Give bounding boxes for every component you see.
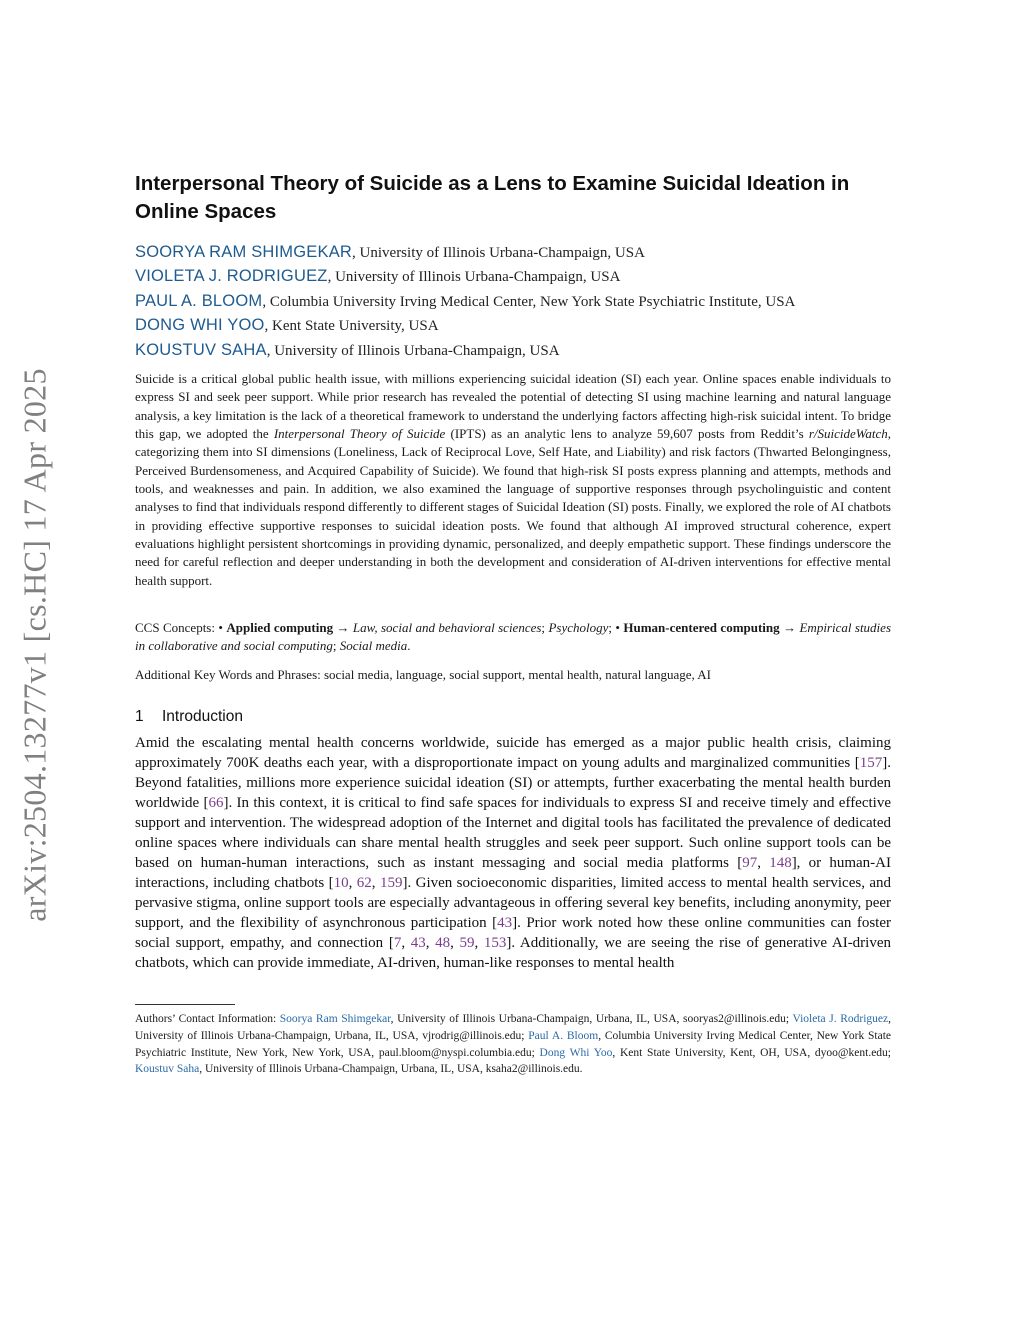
- ccs-separator: .: [407, 638, 411, 654]
- citation-link[interactable]: 10: [333, 875, 349, 891]
- footnote-author-link[interactable]: Dong Whi Yoo: [539, 1046, 613, 1059]
- citation-link[interactable]: 43: [410, 935, 426, 951]
- body-text: ]. In this context, it is critical to find safe spaces for individuals to express SI and receive timely and effective support and intervention. The widespread adoption of the Internet and digital tools has facilitated the prevalence of dedicated online spaces where individuals can share mental health struggles and seek peer support. Such online support tools can be based on human-human interactions, such as instant messaging and social media platforms [: [135, 795, 891, 871]
- abstract-subreddit-name: r/SuicideWatch: [808, 426, 888, 442]
- citation-separator: ,: [348, 875, 357, 891]
- paper-title: Interpersonal Theory of Suicide as a Lens to Examine Suicidal Ideation in Online Spaces: [135, 172, 850, 223]
- citation-link[interactable]: 43: [497, 915, 513, 931]
- author-name[interactable]: VIOLETA J. RODRIGUEZ: [135, 267, 328, 286]
- body-text: Amid the escalating mental health concerns worldwide, suicide has emerged as a major public health crisis, claiming approximately 700K deaths each year, with a disproportionate impact on young adults and marginalized communities [: [135, 735, 891, 771]
- body-text: ]. Prior work noted how these online communities can foster social support, empathy, and connection [: [135, 915, 891, 951]
- footnote-text: , University of Illinois Urbana-Champaign, Urbana, IL, USA, sooryas2@illinois.edu;: [390, 1013, 793, 1025]
- ccs-concept: Human-centered computing: [623, 620, 780, 635]
- citation-link[interactable]: 59: [459, 935, 475, 951]
- arxiv-sidebar-stamp: [2, 350, 68, 940]
- citation-separator: ,: [757, 855, 770, 871]
- keywords: Additional Key Words and Phrases: social media, language, social support, mental health, natural language, AI: [135, 667, 711, 682]
- author-affiliation: , University of Illinois Urbana-Champaign, USA: [352, 245, 645, 261]
- author-affiliation: , University of Illinois Urbana-Champaign, USA: [266, 342, 560, 359]
- author-name[interactable]: KOUSTUV SAHA: [135, 340, 267, 359]
- footnote-author-link[interactable]: Soorya Ram Shimgekar: [279, 1013, 391, 1025]
- footnote-text: , University of Illinois Urbana-Champaign, Urbana, IL, USA, vjrodrig@illinois.edu;: [135, 1013, 891, 1042]
- author-affiliation: , Kent State University, USA: [264, 318, 439, 335]
- abstract-theory-name: Interpersonal Theory of Suicide: [273, 426, 446, 442]
- ccs-concept: Applied computing: [226, 620, 334, 635]
- citation-separator: ,: [401, 935, 411, 951]
- citation-separator: ,: [450, 935, 460, 951]
- citation-link[interactable]: 97: [742, 855, 758, 871]
- author-list: [135, 241, 915, 363]
- ccs-separator: ;: [332, 638, 340, 654]
- footnote-text: , University of Illinois Urbana-Champaign, Urbana, IL, USA, ksaha2@illinois.edu.: [199, 1063, 583, 1076]
- citation-link[interactable]: 157: [859, 755, 883, 771]
- author-name[interactable]: PAUL A. BLOOM: [135, 291, 263, 310]
- author-contact-footnote: [135, 1011, 891, 1078]
- ccs-subconcept: Empirical studies in collaborative and social computing: [135, 620, 892, 654]
- citation-link[interactable]: 153: [483, 935, 507, 951]
- author-name[interactable]: DONG WHI YOO: [135, 316, 265, 335]
- ccs-arrow: →: [779, 620, 800, 635]
- citation-separator: ,: [371, 875, 380, 891]
- footnote-author-link[interactable]: Koustuv Saha: [135, 1063, 200, 1076]
- footnote-label: Authors’ Contact Information:: [135, 1013, 280, 1025]
- footnote-author-link[interactable]: Violeta J. Rodriguez: [792, 1013, 889, 1025]
- footnote-text: , Columbia University Irving Medical Center, New York State Psychiatric Institute, New York, New York, USA, paul.bloom@nyspi.columbia.edu;: [135, 1029, 891, 1059]
- author-name[interactable]: SOORYA RAM SHIMGEKAR: [135, 243, 353, 261]
- body-text: ], or human-AI interactions, including chatbots [: [135, 855, 892, 891]
- ccs-label: CCS Concepts: •: [135, 620, 227, 635]
- author-entry: [135, 339, 915, 363]
- abstract: [135, 370, 891, 590]
- abstract-text: (IPTS) as an analytic lens to analyze 59,607 posts from Reddit’s: [445, 426, 809, 442]
- author-entry: [135, 290, 915, 314]
- ccs-subconcept: Law, social and behavioral sciences: [352, 620, 542, 635]
- citation-link[interactable]: 66: [208, 795, 224, 811]
- author-entry: [135, 265, 915, 289]
- author-entry: [135, 314, 915, 338]
- ccs-arrow: →: [333, 620, 353, 635]
- ccs-subconcept: Psychology: [548, 620, 609, 635]
- section-number: 1: [135, 708, 144, 725]
- citation-separator: ,: [425, 935, 436, 951]
- abstract-text: , categorizing them into SI dimensions (Loneliness, Lack of Reciprocal Love, Self Hate, and Liability) and risk factors (Thwarted Belongingness, Perceived Burdensomeness, and Acquired Capability of Suicide). We found that high-risk SI posts express planning and attempts, methods and tools, and weaknesses and pain. In addition, we also examined the language of supportive responses through psycholinguistic and content analyses to find that individuals respond differently to different stages of Suicidal Ideation (SI) posts. Finally, we explored the role of AI chatbots in providing effective supportive responses to suicidal ideation posts. We found that although AI improved structural coherence, expert evaluations highlight persistent shortcomings in providing dynamic, personalized, and deeply empathetic support. These findings underscore the need for careful reflection and deeper understanding in both the development and consideration of AI-driven interventions for effective mental health support.: [135, 426, 892, 588]
- abstract-text: Suicide is a critical global public health issue, with millions experiencing suicidal ideation (SI) each year. Online spaces enable individuals to express SI and seek peer support. While prior research has revealed the potential of detecting SI using machine learning and natural language analysis, a key limitation is the lack of a theoretical framework to understand the underlying factors affecting high-risk suicidal intent. To bridge this gap, we adopted the: [135, 371, 891, 442]
- citation-link[interactable]: 148: [769, 855, 792, 871]
- footnote-divider: [135, 1004, 235, 1005]
- ccs-separator: ;: [541, 620, 549, 635]
- introduction-paragraph: [135, 733, 891, 973]
- author-entry: [135, 241, 915, 265]
- section-heading: [135, 706, 243, 728]
- footnote-author-link[interactable]: Paul A. Bloom: [528, 1029, 599, 1042]
- footnote-text: , Kent State University, Kent, OH, USA, dyoo@kent.edu;: [612, 1046, 891, 1059]
- body-text: ]. Given socioeconomic disparities, limited access to mental health services, and pervasive stigma, online support tools are especially advantageous in offering several key benefits, including anonymity, peer support, and the flexibility of asynchronous participation [: [135, 875, 892, 931]
- body-text: ]. Additionally, we are seeing the rise of generative AI-driven chatbots, which can provide immediate, AI-driven, human-like responses to mental health: [135, 935, 892, 971]
- author-affiliation: , University of Illinois Urbana-Champaign, USA: [327, 269, 621, 286]
- author-affiliation: , Columbia University Irving Medical Center, New York State Psychiatric Institute, USA: [262, 293, 796, 310]
- citation-separator: ,: [474, 935, 484, 951]
- ccs-subconcept: Social media: [339, 638, 408, 654]
- section-title: Introduction: [162, 708, 243, 725]
- citation-link[interactable]: 159: [379, 875, 403, 891]
- arxiv-identifier: arXiv:2504.13277v1 [cs.HC] 17 Apr 2025: [16, 368, 53, 922]
- citation-link[interactable]: 62: [356, 875, 372, 891]
- citation-link[interactable]: 7: [393, 935, 402, 951]
- body-text: ]. Beyond fatalities, millions more experience suicidal ideation (SI) or attempts, further exacerbating the mental health burden worldwide [: [135, 755, 891, 811]
- ccs-separator: ; •: [608, 620, 624, 635]
- ccs-concepts: [135, 619, 891, 656]
- citation-link[interactable]: 48: [435, 935, 451, 951]
